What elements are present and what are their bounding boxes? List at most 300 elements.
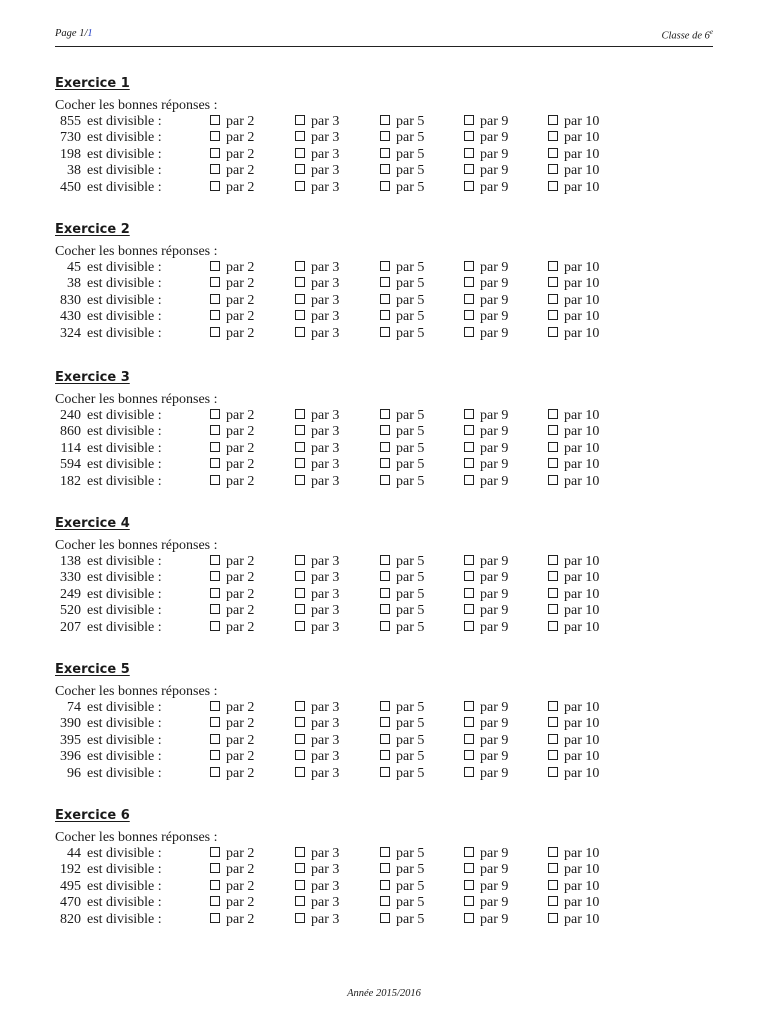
checkbox-icon[interactable] — [380, 131, 390, 141]
divisibility-option[interactable] — [295, 424, 339, 440]
divisibility-option[interactable] — [464, 309, 508, 325]
checkbox-icon[interactable] — [464, 164, 474, 174]
checkbox-icon[interactable] — [464, 717, 474, 727]
checkbox-icon[interactable] — [380, 734, 390, 744]
divisibility-option[interactable] — [380, 603, 424, 619]
checkbox-icon[interactable] — [464, 604, 474, 614]
checkbox-icon[interactable] — [548, 475, 558, 485]
divisibility-option[interactable] — [548, 163, 599, 179]
divisibility-option[interactable] — [295, 276, 339, 292]
checkbox-icon[interactable] — [295, 571, 305, 581]
divisibility-option[interactable] — [464, 180, 508, 196]
checkbox-icon[interactable] — [548, 734, 558, 744]
checkbox-icon[interactable] — [210, 604, 220, 614]
divisibility-option[interactable] — [464, 766, 508, 782]
checkbox-icon[interactable] — [295, 115, 305, 125]
checkbox-icon[interactable] — [464, 181, 474, 191]
divisibility-option[interactable] — [295, 766, 339, 782]
checkbox-icon[interactable] — [380, 913, 390, 923]
checkbox-icon[interactable] — [464, 863, 474, 873]
divisibility-option[interactable] — [548, 441, 599, 457]
checkbox-icon[interactable] — [464, 621, 474, 631]
divisibility-option[interactable] — [380, 862, 424, 878]
checkbox-icon[interactable] — [380, 621, 390, 631]
checkbox-icon[interactable] — [548, 896, 558, 906]
checkbox-icon[interactable] — [548, 604, 558, 614]
divisibility-option[interactable] — [210, 326, 254, 342]
checkbox-icon[interactable] — [295, 442, 305, 452]
divisibility-option[interactable] — [210, 603, 254, 619]
divisibility-option[interactable] — [380, 457, 424, 473]
divisibility-option[interactable] — [295, 570, 339, 586]
divisibility-option[interactable] — [380, 147, 424, 163]
checkbox-icon[interactable] — [210, 880, 220, 890]
checkbox-icon[interactable] — [380, 115, 390, 125]
checkbox-icon[interactable] — [295, 458, 305, 468]
divisibility-option[interactable] — [548, 114, 599, 130]
divisibility-option[interactable] — [464, 408, 508, 424]
divisibility-option[interactable] — [210, 895, 254, 911]
divisibility-option[interactable] — [548, 293, 599, 309]
divisibility-option[interactable] — [548, 862, 599, 878]
checkbox-icon[interactable] — [548, 327, 558, 337]
page-total-link[interactable]: 1 — [87, 28, 93, 39]
checkbox-icon[interactable] — [464, 310, 474, 320]
divisibility-option[interactable] — [210, 749, 254, 765]
checkbox-icon[interactable] — [548, 588, 558, 598]
checkbox-icon[interactable] — [210, 913, 220, 923]
divisibility-option[interactable] — [295, 879, 339, 895]
checkbox-icon[interactable] — [380, 261, 390, 271]
checkbox-icon[interactable] — [210, 181, 220, 191]
divisibility-option[interactable] — [380, 716, 424, 732]
divisibility-option[interactable] — [464, 620, 508, 636]
divisibility-option[interactable] — [464, 895, 508, 911]
divisibility-option[interactable] — [380, 766, 424, 782]
divisibility-option[interactable] — [380, 180, 424, 196]
checkbox-icon[interactable] — [548, 115, 558, 125]
checkbox-icon[interactable] — [295, 588, 305, 598]
divisibility-option[interactable] — [295, 114, 339, 130]
divisibility-option[interactable] — [295, 441, 339, 457]
divisibility-option[interactable] — [548, 912, 599, 928]
checkbox-icon[interactable] — [464, 261, 474, 271]
divisibility-option[interactable] — [548, 276, 599, 292]
divisibility-option[interactable] — [464, 733, 508, 749]
divisibility-option[interactable] — [548, 554, 599, 570]
checkbox-icon[interactable] — [295, 475, 305, 485]
divisibility-option[interactable] — [380, 700, 424, 716]
checkbox-icon[interactable] — [464, 277, 474, 287]
divisibility-option[interactable] — [210, 441, 254, 457]
divisibility-option[interactable] — [295, 862, 339, 878]
divisibility-option[interactable] — [464, 424, 508, 440]
divisibility-option[interactable] — [295, 716, 339, 732]
checkbox-icon[interactable] — [210, 164, 220, 174]
divisibility-option[interactable] — [380, 309, 424, 325]
checkbox-icon[interactable] — [464, 767, 474, 777]
divisibility-option[interactable] — [464, 749, 508, 765]
divisibility-option[interactable] — [548, 846, 599, 862]
divisibility-option[interactable] — [380, 733, 424, 749]
checkbox-icon[interactable] — [210, 896, 220, 906]
divisibility-option[interactable] — [464, 147, 508, 163]
checkbox-icon[interactable] — [210, 571, 220, 581]
divisibility-option[interactable] — [210, 846, 254, 862]
divisibility-option[interactable] — [548, 620, 599, 636]
divisibility-option[interactable] — [464, 587, 508, 603]
checkbox-icon[interactable] — [210, 294, 220, 304]
divisibility-option[interactable] — [380, 276, 424, 292]
divisibility-option[interactable] — [295, 912, 339, 928]
checkbox-icon[interactable] — [380, 327, 390, 337]
checkbox-icon[interactable] — [380, 767, 390, 777]
checkbox-icon[interactable] — [210, 310, 220, 320]
checkbox-icon[interactable] — [295, 863, 305, 873]
divisibility-option[interactable] — [464, 716, 508, 732]
divisibility-option[interactable] — [295, 846, 339, 862]
divisibility-option[interactable] — [380, 424, 424, 440]
divisibility-option[interactable] — [464, 879, 508, 895]
divisibility-option[interactable] — [210, 276, 254, 292]
checkbox-icon[interactable] — [210, 442, 220, 452]
checkbox-icon[interactable] — [548, 164, 558, 174]
divisibility-option[interactable] — [548, 180, 599, 196]
divisibility-option[interactable] — [210, 408, 254, 424]
checkbox-icon[interactable] — [380, 588, 390, 598]
divisibility-option[interactable] — [295, 408, 339, 424]
divisibility-option[interactable] — [295, 700, 339, 716]
divisibility-option[interactable] — [464, 457, 508, 473]
checkbox-icon[interactable] — [380, 847, 390, 857]
divisibility-option[interactable] — [464, 554, 508, 570]
checkbox-icon[interactable] — [464, 913, 474, 923]
checkbox-icon[interactable] — [295, 847, 305, 857]
checkbox-icon[interactable] — [464, 734, 474, 744]
checkbox-icon[interactable] — [295, 261, 305, 271]
checkbox-icon[interactable] — [548, 847, 558, 857]
checkbox-icon[interactable] — [295, 425, 305, 435]
checkbox-icon[interactable] — [210, 734, 220, 744]
checkbox-icon[interactable] — [295, 717, 305, 727]
divisibility-option[interactable] — [548, 408, 599, 424]
checkbox-icon[interactable] — [210, 767, 220, 777]
divisibility-option[interactable] — [548, 603, 599, 619]
divisibility-option[interactable] — [210, 163, 254, 179]
checkbox-icon[interactable] — [548, 767, 558, 777]
checkbox-icon[interactable] — [548, 863, 558, 873]
checkbox-icon[interactable] — [548, 409, 558, 419]
divisibility-option[interactable] — [210, 912, 254, 928]
divisibility-option[interactable] — [380, 620, 424, 636]
checkbox-icon[interactable] — [548, 294, 558, 304]
divisibility-option[interactable] — [295, 474, 339, 490]
checkbox-icon[interactable] — [464, 880, 474, 890]
divisibility-option[interactable] — [295, 620, 339, 636]
checkbox-icon[interactable] — [464, 555, 474, 565]
checkbox-icon[interactable] — [380, 717, 390, 727]
divisibility-option[interactable] — [380, 408, 424, 424]
checkbox-icon[interactable] — [295, 880, 305, 890]
checkbox-icon[interactable] — [464, 131, 474, 141]
checkbox-icon[interactable] — [380, 277, 390, 287]
divisibility-option[interactable] — [380, 912, 424, 928]
divisibility-option[interactable] — [210, 879, 254, 895]
divisibility-option[interactable] — [210, 570, 254, 586]
checkbox-icon[interactable] — [464, 475, 474, 485]
divisibility-option[interactable] — [295, 260, 339, 276]
checkbox-icon[interactable] — [548, 425, 558, 435]
divisibility-option[interactable] — [295, 130, 339, 146]
checkbox-icon[interactable] — [548, 458, 558, 468]
checkbox-icon[interactable] — [548, 181, 558, 191]
checkbox-icon[interactable] — [210, 409, 220, 419]
checkbox-icon[interactable] — [295, 294, 305, 304]
divisibility-option[interactable] — [464, 912, 508, 928]
checkbox-icon[interactable] — [210, 115, 220, 125]
divisibility-option[interactable] — [464, 474, 508, 490]
divisibility-option[interactable] — [464, 163, 508, 179]
divisibility-option[interactable] — [210, 293, 254, 309]
divisibility-option[interactable] — [548, 895, 599, 911]
checkbox-icon[interactable] — [210, 131, 220, 141]
divisibility-option[interactable] — [380, 846, 424, 862]
divisibility-option[interactable] — [295, 895, 339, 911]
divisibility-option[interactable] — [295, 293, 339, 309]
divisibility-option[interactable] — [210, 424, 254, 440]
divisibility-option[interactable] — [210, 733, 254, 749]
divisibility-option[interactable] — [295, 147, 339, 163]
checkbox-icon[interactable] — [548, 148, 558, 158]
divisibility-option[interactable] — [464, 293, 508, 309]
checkbox-icon[interactable] — [548, 310, 558, 320]
checkbox-icon[interactable] — [464, 588, 474, 598]
checkbox-icon[interactable] — [210, 148, 220, 158]
divisibility-option[interactable] — [464, 603, 508, 619]
checkbox-icon[interactable] — [548, 442, 558, 452]
checkbox-icon[interactable] — [548, 701, 558, 711]
divisibility-option[interactable] — [380, 326, 424, 342]
divisibility-option[interactable] — [380, 441, 424, 457]
checkbox-icon[interactable] — [380, 604, 390, 614]
divisibility-option[interactable] — [548, 326, 599, 342]
checkbox-icon[interactable] — [548, 880, 558, 890]
checkbox-icon[interactable] — [295, 896, 305, 906]
checkbox-icon[interactable] — [295, 277, 305, 287]
checkbox-icon[interactable] — [548, 621, 558, 631]
divisibility-option[interactable] — [210, 474, 254, 490]
checkbox-icon[interactable] — [464, 115, 474, 125]
divisibility-option[interactable] — [464, 570, 508, 586]
divisibility-option[interactable] — [210, 457, 254, 473]
checkbox-icon[interactable] — [295, 148, 305, 158]
divisibility-option[interactable] — [295, 554, 339, 570]
divisibility-option[interactable] — [380, 114, 424, 130]
checkbox-icon[interactable] — [380, 458, 390, 468]
checkbox-icon[interactable] — [464, 896, 474, 906]
checkbox-icon[interactable] — [464, 847, 474, 857]
divisibility-option[interactable] — [548, 260, 599, 276]
divisibility-option[interactable] — [548, 766, 599, 782]
divisibility-option[interactable] — [210, 862, 254, 878]
checkbox-icon[interactable] — [295, 181, 305, 191]
checkbox-icon[interactable] — [548, 750, 558, 760]
checkbox-icon[interactable] — [295, 310, 305, 320]
divisibility-option[interactable] — [210, 716, 254, 732]
divisibility-option[interactable] — [210, 587, 254, 603]
checkbox-icon[interactable] — [295, 327, 305, 337]
divisibility-option[interactable] — [380, 130, 424, 146]
checkbox-icon[interactable] — [380, 148, 390, 158]
divisibility-option[interactable] — [380, 293, 424, 309]
checkbox-icon[interactable] — [464, 327, 474, 337]
divisibility-option[interactable] — [464, 276, 508, 292]
divisibility-option[interactable] — [295, 309, 339, 325]
divisibility-option[interactable] — [548, 130, 599, 146]
checkbox-icon[interactable] — [210, 475, 220, 485]
divisibility-option[interactable] — [295, 180, 339, 196]
checkbox-icon[interactable] — [380, 571, 390, 581]
checkbox-icon[interactable] — [210, 847, 220, 857]
checkbox-icon[interactable] — [380, 896, 390, 906]
divisibility-option[interactable] — [464, 260, 508, 276]
divisibility-option[interactable] — [548, 587, 599, 603]
divisibility-option[interactable] — [548, 570, 599, 586]
checkbox-icon[interactable] — [295, 913, 305, 923]
divisibility-option[interactable] — [548, 147, 599, 163]
checkbox-icon[interactable] — [380, 555, 390, 565]
divisibility-option[interactable] — [380, 260, 424, 276]
divisibility-option[interactable] — [210, 180, 254, 196]
checkbox-icon[interactable] — [295, 621, 305, 631]
checkbox-icon[interactable] — [380, 442, 390, 452]
divisibility-option[interactable] — [295, 457, 339, 473]
divisibility-option[interactable] — [548, 749, 599, 765]
divisibility-option[interactable] — [380, 554, 424, 570]
divisibility-option[interactable] — [464, 700, 508, 716]
divisibility-option[interactable] — [380, 895, 424, 911]
checkbox-icon[interactable] — [548, 277, 558, 287]
checkbox-icon[interactable] — [210, 863, 220, 873]
checkbox-icon[interactable] — [210, 425, 220, 435]
checkbox-icon[interactable] — [210, 555, 220, 565]
divisibility-option[interactable] — [464, 846, 508, 862]
checkbox-icon[interactable] — [548, 913, 558, 923]
checkbox-icon[interactable] — [380, 310, 390, 320]
checkbox-icon[interactable] — [380, 863, 390, 873]
checkbox-icon[interactable] — [380, 425, 390, 435]
divisibility-option[interactable] — [295, 733, 339, 749]
divisibility-option[interactable] — [210, 554, 254, 570]
checkbox-icon[interactable] — [464, 458, 474, 468]
checkbox-icon[interactable] — [295, 734, 305, 744]
divisibility-option[interactable] — [380, 587, 424, 603]
divisibility-option[interactable] — [380, 163, 424, 179]
divisibility-option[interactable] — [210, 700, 254, 716]
divisibility-option[interactable] — [210, 114, 254, 130]
divisibility-option[interactable] — [464, 862, 508, 878]
divisibility-option[interactable] — [295, 587, 339, 603]
divisibility-option[interactable] — [548, 474, 599, 490]
divisibility-option[interactable] — [380, 749, 424, 765]
divisibility-option[interactable] — [548, 309, 599, 325]
checkbox-icon[interactable] — [210, 277, 220, 287]
checkbox-icon[interactable] — [548, 131, 558, 141]
checkbox-icon[interactable] — [210, 701, 220, 711]
checkbox-icon[interactable] — [210, 621, 220, 631]
divisibility-option[interactable] — [210, 260, 254, 276]
checkbox-icon[interactable] — [464, 442, 474, 452]
checkbox-icon[interactable] — [210, 717, 220, 727]
checkbox-icon[interactable] — [380, 475, 390, 485]
checkbox-icon[interactable] — [464, 425, 474, 435]
checkbox-icon[interactable] — [464, 571, 474, 581]
divisibility-option[interactable] — [380, 879, 424, 895]
divisibility-option[interactable] — [464, 326, 508, 342]
divisibility-option[interactable] — [380, 474, 424, 490]
checkbox-icon[interactable] — [380, 880, 390, 890]
checkbox-icon[interactable] — [380, 164, 390, 174]
checkbox-icon[interactable] — [380, 181, 390, 191]
divisibility-option[interactable] — [464, 114, 508, 130]
divisibility-option[interactable] — [548, 700, 599, 716]
checkbox-icon[interactable] — [295, 131, 305, 141]
divisibility-option[interactable] — [464, 441, 508, 457]
divisibility-option[interactable] — [295, 163, 339, 179]
divisibility-option[interactable] — [548, 879, 599, 895]
checkbox-icon[interactable] — [380, 750, 390, 760]
divisibility-option[interactable] — [295, 603, 339, 619]
divisibility-option[interactable] — [464, 130, 508, 146]
divisibility-option[interactable] — [210, 130, 254, 146]
divisibility-option[interactable] — [548, 716, 599, 732]
checkbox-icon[interactable] — [210, 327, 220, 337]
checkbox-icon[interactable] — [295, 555, 305, 565]
divisibility-option[interactable] — [380, 570, 424, 586]
checkbox-icon[interactable] — [380, 409, 390, 419]
checkbox-icon[interactable] — [380, 701, 390, 711]
checkbox-icon[interactable] — [548, 555, 558, 565]
checkbox-icon[interactable] — [210, 261, 220, 271]
checkbox-icon[interactable] — [548, 571, 558, 581]
checkbox-icon[interactable] — [464, 409, 474, 419]
checkbox-icon[interactable] — [295, 767, 305, 777]
divisibility-option[interactable] — [210, 766, 254, 782]
divisibility-option[interactable] — [210, 309, 254, 325]
checkbox-icon[interactable] — [210, 458, 220, 468]
divisibility-option[interactable] — [548, 424, 599, 440]
divisibility-option[interactable] — [295, 749, 339, 765]
checkbox-icon[interactable] — [464, 294, 474, 304]
divisibility-option[interactable] — [548, 457, 599, 473]
checkbox-icon[interactable] — [464, 701, 474, 711]
divisibility-option[interactable] — [295, 326, 339, 342]
checkbox-icon[interactable] — [295, 750, 305, 760]
checkbox-icon[interactable] — [295, 409, 305, 419]
divisibility-option[interactable] — [210, 147, 254, 163]
checkbox-icon[interactable] — [210, 588, 220, 598]
checkbox-icon[interactable] — [548, 261, 558, 271]
checkbox-icon[interactable] — [464, 148, 474, 158]
checkbox-icon[interactable] — [210, 750, 220, 760]
checkbox-icon[interactable] — [295, 701, 305, 711]
divisibility-option[interactable] — [210, 620, 254, 636]
checkbox-icon[interactable] — [380, 294, 390, 304]
checkbox-icon[interactable] — [295, 164, 305, 174]
checkbox-icon[interactable] — [295, 604, 305, 614]
checkbox-icon[interactable] — [548, 717, 558, 727]
divisibility-option[interactable] — [548, 733, 599, 749]
